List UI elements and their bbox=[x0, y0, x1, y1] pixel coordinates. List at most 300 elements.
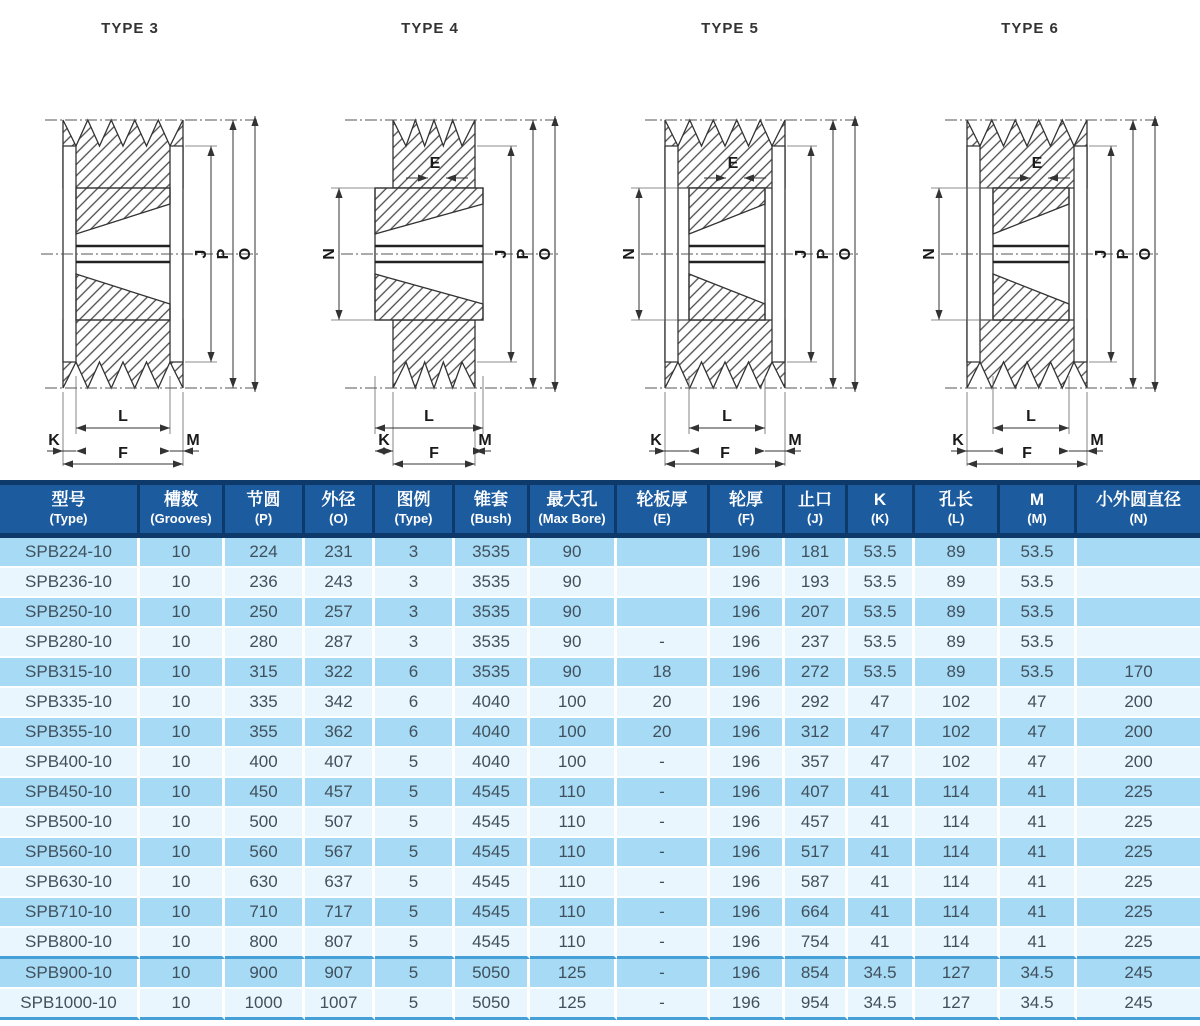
table-cell: 53.5 bbox=[848, 658, 915, 688]
table-cell: 10 bbox=[140, 628, 225, 658]
table-cell: 89 bbox=[915, 568, 1000, 598]
table-cell: 102 bbox=[915, 688, 1000, 718]
table-cell: SPB280-10 bbox=[0, 628, 140, 658]
table-cell: 53.5 bbox=[1000, 598, 1077, 628]
table-cell: 114 bbox=[915, 838, 1000, 868]
table-cell: 407 bbox=[785, 778, 848, 808]
table-cell: 127 bbox=[915, 989, 1000, 1020]
table-cell: 41 bbox=[848, 778, 915, 808]
table-cell: 47 bbox=[1000, 748, 1077, 778]
table-cell: 196 bbox=[710, 568, 785, 598]
table-cell: 457 bbox=[305, 778, 375, 808]
drawing-title: TYPE 4 bbox=[401, 20, 459, 37]
table-cell: 41 bbox=[848, 868, 915, 898]
column-header: M (M) bbox=[1000, 480, 1077, 538]
table-cell: 200 bbox=[1077, 748, 1200, 778]
dim-label-L: L bbox=[722, 408, 732, 425]
table-cell: 807 bbox=[305, 928, 375, 959]
dim-label-P: P bbox=[215, 248, 232, 260]
table-cell: 114 bbox=[915, 778, 1000, 808]
table-cell: 53.5 bbox=[848, 538, 915, 568]
table-cell: SPB400-10 bbox=[0, 748, 140, 778]
table-cell: 41 bbox=[848, 928, 915, 959]
dim-label-K: K bbox=[952, 432, 964, 449]
table-cell: 3 bbox=[375, 598, 455, 628]
table-cell: 20 bbox=[617, 718, 710, 748]
dim-label-K: K bbox=[48, 432, 60, 449]
drawing-title: TYPE 5 bbox=[701, 20, 759, 37]
table-cell: 3535 bbox=[455, 598, 530, 628]
table-cell: SPB630-10 bbox=[0, 868, 140, 898]
dim-label-F: F bbox=[429, 445, 439, 462]
table-cell: - bbox=[617, 989, 710, 1020]
drawing-panel-type6 bbox=[900, 6, 1200, 472]
table-cell: 400 bbox=[225, 748, 305, 778]
table-cell: 41 bbox=[848, 808, 915, 838]
table-row bbox=[0, 868, 1200, 898]
dim-label-O: O bbox=[537, 247, 554, 261]
table-cell: 34.5 bbox=[848, 959, 915, 989]
table-cell: 89 bbox=[915, 598, 1000, 628]
table-row bbox=[0, 928, 1200, 959]
table-cell: 100 bbox=[530, 688, 617, 718]
table-cell: 196 bbox=[710, 989, 785, 1020]
table-cell: 800 bbox=[225, 928, 305, 959]
spec-table-section bbox=[0, 480, 1200, 1020]
table-cell: SPB335-10 bbox=[0, 688, 140, 718]
table-row bbox=[0, 598, 1200, 628]
table-cell: 4040 bbox=[455, 748, 530, 778]
table-cell bbox=[617, 538, 710, 568]
table-cell: 127 bbox=[915, 959, 1000, 989]
dim-label-F: F bbox=[720, 445, 730, 462]
table-row bbox=[0, 838, 1200, 868]
table-cell: SPB800-10 bbox=[0, 928, 140, 959]
table-cell: 6 bbox=[375, 718, 455, 748]
table-cell: - bbox=[617, 959, 710, 989]
table-cell: 407 bbox=[305, 748, 375, 778]
table-cell: 41 bbox=[848, 838, 915, 868]
table-cell: 245 bbox=[1077, 959, 1200, 989]
table-cell: 207 bbox=[785, 598, 848, 628]
table-cell: 1007 bbox=[305, 989, 375, 1020]
table-cell: 236 bbox=[225, 568, 305, 598]
table-cell: - bbox=[617, 838, 710, 868]
dim-label-O: O bbox=[237, 247, 254, 261]
table-cell: 10 bbox=[140, 898, 225, 928]
table-cell: 102 bbox=[915, 718, 1000, 748]
drawing-panel-type5 bbox=[600, 6, 900, 472]
table-cell: 196 bbox=[710, 688, 785, 718]
table-row bbox=[0, 628, 1200, 658]
table-cell: 181 bbox=[785, 538, 848, 568]
dim-label-J: J bbox=[1093, 249, 1110, 259]
table-cell: 5050 bbox=[455, 989, 530, 1020]
table-cell: 10 bbox=[140, 778, 225, 808]
spec-table-header bbox=[0, 480, 1200, 538]
table-cell bbox=[1077, 568, 1200, 598]
table-cell: 854 bbox=[785, 959, 848, 989]
table-cell: 34.5 bbox=[848, 989, 915, 1020]
table-cell: 90 bbox=[530, 538, 617, 568]
table-cell: 257 bbox=[305, 598, 375, 628]
table-cell: 196 bbox=[710, 778, 785, 808]
table-cell: 500 bbox=[225, 808, 305, 838]
dim-label-F: F bbox=[118, 445, 128, 462]
pulley-drawing-type4 bbox=[305, 42, 595, 472]
table-cell: 710 bbox=[225, 898, 305, 928]
table-cell: 3535 bbox=[455, 658, 530, 688]
table-cell: 335 bbox=[225, 688, 305, 718]
table-cell: 4545 bbox=[455, 778, 530, 808]
table-cell: 225 bbox=[1077, 928, 1200, 959]
column-header: 小外圆直径 (N) bbox=[1077, 480, 1200, 538]
dim-label-N: N bbox=[321, 248, 338, 260]
table-cell: 100 bbox=[530, 748, 617, 778]
pulley-drawings-section bbox=[0, 0, 1200, 472]
table-cell: 5 bbox=[375, 838, 455, 868]
table-cell: 457 bbox=[785, 808, 848, 838]
table-cell: 196 bbox=[710, 959, 785, 989]
table-cell: 34.5 bbox=[1000, 989, 1077, 1020]
table-cell: 287 bbox=[305, 628, 375, 658]
table-cell: 5 bbox=[375, 808, 455, 838]
pulley-drawing-type3 bbox=[5, 42, 295, 472]
table-cell: 3535 bbox=[455, 568, 530, 598]
table-cell: 196 bbox=[710, 928, 785, 959]
dim-label-K: K bbox=[650, 432, 662, 449]
dim-label-O: O bbox=[1137, 247, 1154, 261]
table-cell: 231 bbox=[305, 538, 375, 568]
table-cell: 114 bbox=[915, 868, 1000, 898]
table-cell: 3 bbox=[375, 538, 455, 568]
table-cell: 292 bbox=[785, 688, 848, 718]
dim-label-N: N bbox=[921, 248, 938, 260]
table-cell: 41 bbox=[1000, 898, 1077, 928]
table-cell: 10 bbox=[140, 928, 225, 959]
table-cell: 4545 bbox=[455, 928, 530, 959]
table-cell: 5 bbox=[375, 778, 455, 808]
column-header: 型号 (Type) bbox=[0, 480, 140, 538]
dim-label-P: P bbox=[1115, 248, 1132, 260]
table-cell bbox=[617, 568, 710, 598]
table-cell: - bbox=[617, 748, 710, 778]
table-cell: 224 bbox=[225, 538, 305, 568]
table-cell: 53.5 bbox=[1000, 568, 1077, 598]
dim-label-E: E bbox=[727, 155, 739, 172]
table-cell: 47 bbox=[1000, 718, 1077, 748]
table-row bbox=[0, 748, 1200, 778]
table-cell: 110 bbox=[530, 868, 617, 898]
dim-label-F: F bbox=[1022, 445, 1032, 462]
table-cell: 125 bbox=[530, 989, 617, 1020]
table-cell: 53.5 bbox=[848, 598, 915, 628]
table-cell: 5 bbox=[375, 868, 455, 898]
table-cell: 342 bbox=[305, 688, 375, 718]
column-header: 槽数 (Grooves) bbox=[140, 480, 225, 538]
table-cell: 10 bbox=[140, 598, 225, 628]
column-header: 轮板厚 (E) bbox=[617, 480, 710, 538]
table-cell: 10 bbox=[140, 748, 225, 778]
table-cell: 6 bbox=[375, 688, 455, 718]
table-cell: 5 bbox=[375, 959, 455, 989]
table-cell: 587 bbox=[785, 868, 848, 898]
drawing-title: TYPE 3 bbox=[101, 20, 159, 37]
table-cell: 89 bbox=[915, 658, 1000, 688]
table-cell: - bbox=[617, 928, 710, 959]
column-header: 节圆 (P) bbox=[225, 480, 305, 538]
table-cell: 196 bbox=[710, 898, 785, 928]
table-cell: 312 bbox=[785, 718, 848, 748]
column-header: 图例 (Type) bbox=[375, 480, 455, 538]
dim-label-M: M bbox=[478, 432, 492, 449]
table-cell: 5 bbox=[375, 748, 455, 778]
table-cell: 110 bbox=[530, 778, 617, 808]
table-cell: 717 bbox=[305, 898, 375, 928]
table-cell: SPB500-10 bbox=[0, 808, 140, 838]
table-cell: 355 bbox=[225, 718, 305, 748]
table-cell bbox=[1077, 538, 1200, 568]
table-cell: 245 bbox=[1077, 989, 1200, 1020]
table-cell: 315 bbox=[225, 658, 305, 688]
table-cell: 243 bbox=[305, 568, 375, 598]
table-cell: 1000 bbox=[225, 989, 305, 1020]
table-cell: 196 bbox=[710, 718, 785, 748]
column-header: 外径 (O) bbox=[305, 480, 375, 538]
table-cell: 357 bbox=[785, 748, 848, 778]
pulley-drawing-type5 bbox=[605, 42, 895, 472]
table-cell: 322 bbox=[305, 658, 375, 688]
column-header: 孔长 (L) bbox=[915, 480, 1000, 538]
table-cell: 3 bbox=[375, 628, 455, 658]
table-cell: 10 bbox=[140, 959, 225, 989]
dim-label-L: L bbox=[424, 408, 434, 425]
table-cell: 100 bbox=[530, 718, 617, 748]
table-cell: 110 bbox=[530, 808, 617, 838]
table-row bbox=[0, 718, 1200, 748]
dim-label-E: E bbox=[1031, 155, 1043, 172]
dim-label-N: N bbox=[621, 248, 638, 260]
table-cell: 114 bbox=[915, 898, 1000, 928]
table-row bbox=[0, 538, 1200, 568]
dim-label-L: L bbox=[118, 408, 128, 425]
table-row bbox=[0, 959, 1200, 989]
table-cell: 225 bbox=[1077, 898, 1200, 928]
table-cell: 4545 bbox=[455, 838, 530, 868]
table-cell: 4545 bbox=[455, 868, 530, 898]
table-cell: 200 bbox=[1077, 688, 1200, 718]
table-cell: 47 bbox=[848, 748, 915, 778]
table-cell: 41 bbox=[1000, 808, 1077, 838]
table-cell: 41 bbox=[1000, 868, 1077, 898]
table-cell: 53.5 bbox=[1000, 628, 1077, 658]
table-cell: 196 bbox=[710, 658, 785, 688]
dim-label-J: J bbox=[793, 249, 810, 259]
table-cell: 4040 bbox=[455, 718, 530, 748]
table-row bbox=[0, 568, 1200, 598]
table-cell: 89 bbox=[915, 538, 1000, 568]
table-cell: 125 bbox=[530, 959, 617, 989]
table-cell: SPB315-10 bbox=[0, 658, 140, 688]
table-cell: - bbox=[617, 778, 710, 808]
table-cell: 110 bbox=[530, 838, 617, 868]
table-cell: 53.5 bbox=[1000, 538, 1077, 568]
spec-table bbox=[0, 480, 1200, 1020]
column-header: 止口 (J) bbox=[785, 480, 848, 538]
drawing-panel-type3 bbox=[0, 6, 300, 472]
table-cell: 196 bbox=[710, 808, 785, 838]
drawing-panel-type4 bbox=[300, 6, 600, 472]
table-row bbox=[0, 989, 1200, 1020]
table-cell: 225 bbox=[1077, 778, 1200, 808]
table-cell: 53.5 bbox=[848, 628, 915, 658]
table-cell: 47 bbox=[848, 688, 915, 718]
table-cell: SPB236-10 bbox=[0, 568, 140, 598]
table-cell: 110 bbox=[530, 928, 617, 959]
table-cell: 450 bbox=[225, 778, 305, 808]
table-cell: 4040 bbox=[455, 688, 530, 718]
table-cell: SPB900-10 bbox=[0, 959, 140, 989]
table-cell: 900 bbox=[225, 959, 305, 989]
table-cell: 89 bbox=[915, 628, 1000, 658]
table-cell: 47 bbox=[848, 718, 915, 748]
column-header: 轮厚 (F) bbox=[710, 480, 785, 538]
table-cell: 90 bbox=[530, 598, 617, 628]
table-cell: 517 bbox=[785, 838, 848, 868]
dim-label-O: O bbox=[837, 247, 854, 261]
dim-label-E: E bbox=[429, 155, 441, 172]
dim-label-M: M bbox=[186, 432, 200, 449]
table-cell: - bbox=[617, 898, 710, 928]
table-cell: - bbox=[617, 808, 710, 838]
table-cell: 102 bbox=[915, 748, 1000, 778]
table-cell: 225 bbox=[1077, 868, 1200, 898]
table-cell: 90 bbox=[530, 628, 617, 658]
table-cell bbox=[1077, 628, 1200, 658]
table-cell: 5050 bbox=[455, 959, 530, 989]
table-cell: 10 bbox=[140, 868, 225, 898]
table-cell: 5 bbox=[375, 989, 455, 1020]
table-cell: 272 bbox=[785, 658, 848, 688]
table-cell: - bbox=[617, 868, 710, 898]
table-cell: 90 bbox=[530, 658, 617, 688]
table-cell: 225 bbox=[1077, 808, 1200, 838]
table-cell: 237 bbox=[785, 628, 848, 658]
table-cell: 20 bbox=[617, 688, 710, 718]
table-cell: 225 bbox=[1077, 838, 1200, 868]
table-cell: 41 bbox=[1000, 778, 1077, 808]
drawing-title: TYPE 6 bbox=[1001, 20, 1059, 37]
table-cell: 90 bbox=[530, 568, 617, 598]
table-cell: 41 bbox=[1000, 838, 1077, 868]
table-cell: 170 bbox=[1077, 658, 1200, 688]
column-header: 最大孔 (Max Bore) bbox=[530, 480, 617, 538]
table-cell: 3535 bbox=[455, 538, 530, 568]
table-cell: 196 bbox=[710, 838, 785, 868]
table-cell: 200 bbox=[1077, 718, 1200, 748]
table-cell: SPB560-10 bbox=[0, 838, 140, 868]
table-cell: SPB710-10 bbox=[0, 898, 140, 928]
table-cell: 10 bbox=[140, 568, 225, 598]
table-cell: 10 bbox=[140, 838, 225, 868]
table-cell: - bbox=[617, 628, 710, 658]
table-cell: 114 bbox=[915, 928, 1000, 959]
header-row bbox=[0, 480, 1200, 538]
table-cell: 10 bbox=[140, 808, 225, 838]
table-cell: 196 bbox=[710, 868, 785, 898]
table-cell: 193 bbox=[785, 568, 848, 598]
table-cell: 53.5 bbox=[848, 568, 915, 598]
table-cell: 3535 bbox=[455, 628, 530, 658]
table-cell: 196 bbox=[710, 538, 785, 568]
table-cell: 53.5 bbox=[1000, 658, 1077, 688]
table-cell: 47 bbox=[1000, 688, 1077, 718]
dim-label-M: M bbox=[788, 432, 802, 449]
dim-label-P: P bbox=[515, 248, 532, 260]
pulley-drawing-type6 bbox=[905, 42, 1195, 472]
spec-table-body bbox=[0, 538, 1200, 1020]
table-cell: 637 bbox=[305, 868, 375, 898]
table-cell: 10 bbox=[140, 538, 225, 568]
table-row bbox=[0, 658, 1200, 688]
table-cell: 754 bbox=[785, 928, 848, 959]
table-cell: 907 bbox=[305, 959, 375, 989]
table-row bbox=[0, 688, 1200, 718]
table-row bbox=[0, 808, 1200, 838]
dim-label-K: K bbox=[378, 432, 390, 449]
table-cell: SPB1000-10 bbox=[0, 989, 140, 1020]
table-cell: 560 bbox=[225, 838, 305, 868]
table-cell bbox=[617, 598, 710, 628]
table-cell: 4545 bbox=[455, 808, 530, 838]
table-cell: 954 bbox=[785, 989, 848, 1020]
dim-label-J: J bbox=[193, 249, 210, 259]
table-cell: 196 bbox=[710, 748, 785, 778]
table-cell: SPB224-10 bbox=[0, 538, 140, 568]
table-cell: 4545 bbox=[455, 898, 530, 928]
table-cell: 6 bbox=[375, 658, 455, 688]
table-cell: 196 bbox=[710, 598, 785, 628]
table-cell: 10 bbox=[140, 989, 225, 1020]
table-cell: 110 bbox=[530, 898, 617, 928]
table-cell bbox=[1077, 598, 1200, 628]
table-cell: 18 bbox=[617, 658, 710, 688]
table-cell: 5 bbox=[375, 898, 455, 928]
table-cell: 3 bbox=[375, 568, 455, 598]
table-cell: 10 bbox=[140, 718, 225, 748]
column-header: K (K) bbox=[848, 480, 915, 538]
table-cell: 196 bbox=[710, 628, 785, 658]
table-cell: 10 bbox=[140, 688, 225, 718]
table-cell: 507 bbox=[305, 808, 375, 838]
table-cell: 10 bbox=[140, 658, 225, 688]
dim-label-M: M bbox=[1090, 432, 1104, 449]
table-cell: 664 bbox=[785, 898, 848, 928]
table-cell: 280 bbox=[225, 628, 305, 658]
table-cell: 362 bbox=[305, 718, 375, 748]
table-cell: 250 bbox=[225, 598, 305, 628]
table-cell: SPB450-10 bbox=[0, 778, 140, 808]
dim-label-J: J bbox=[493, 249, 510, 259]
table-cell: SPB250-10 bbox=[0, 598, 140, 628]
dim-label-L: L bbox=[1026, 408, 1036, 425]
table-cell: 5 bbox=[375, 928, 455, 959]
column-header: 锥套 (Bush) bbox=[455, 480, 530, 538]
table-cell: 114 bbox=[915, 808, 1000, 838]
table-cell: 41 bbox=[848, 898, 915, 928]
table-cell: SPB355-10 bbox=[0, 718, 140, 748]
table-cell: 630 bbox=[225, 868, 305, 898]
